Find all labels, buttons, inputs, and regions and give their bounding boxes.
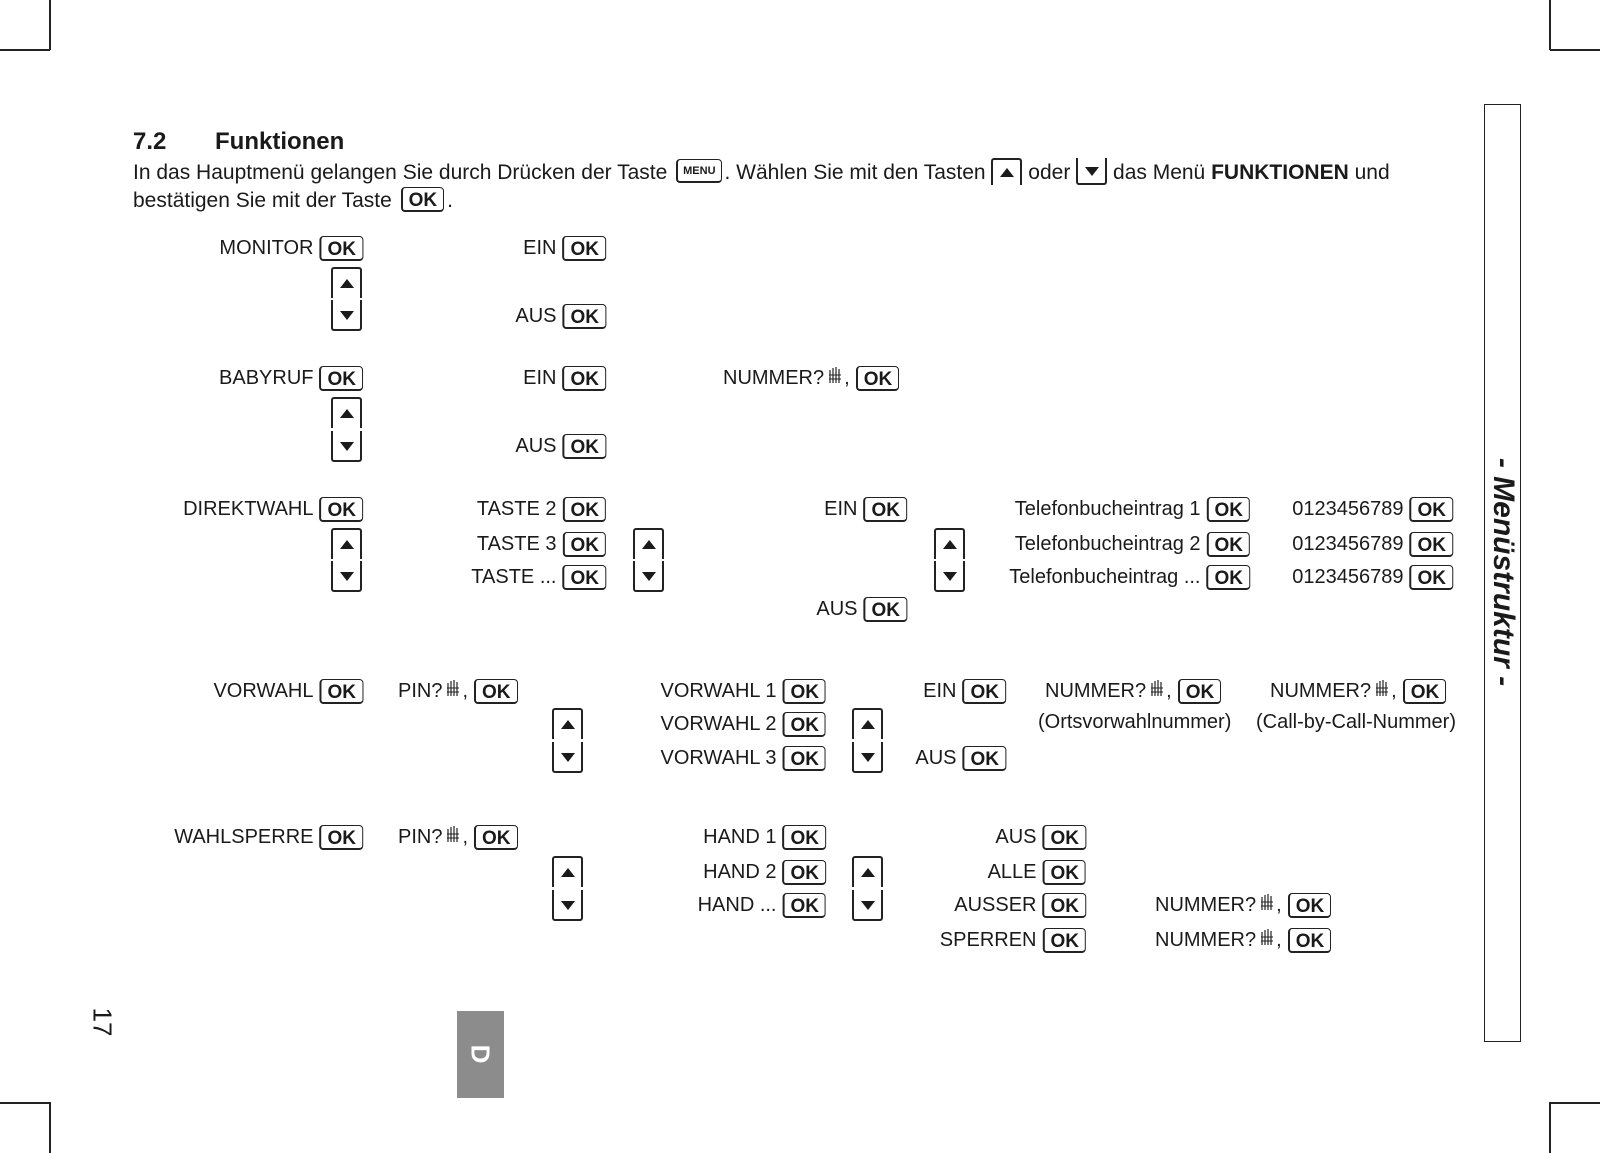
arrow-down-key-icon [331, 300, 362, 331]
crop-mark [49, 0, 51, 50]
ok-key: OK [856, 366, 900, 391]
ok-key: OK [401, 187, 445, 212]
keypad-icon [1374, 679, 1390, 699]
arrow-up-key-icon [852, 708, 883, 739]
crop-mark [0, 1102, 50, 1104]
option-ein: EIN OK [523, 365, 606, 391]
phonebook-entry-n: Telefonbucheintrag ... OK [1009, 564, 1250, 590]
ok-key: OK [1288, 893, 1332, 918]
arrow-up-key-icon [852, 856, 883, 887]
arrow-down-key-icon [552, 890, 583, 921]
crop-mark [1550, 1102, 1600, 1104]
intro-text: oder [1028, 161, 1071, 184]
ok-key: OK [563, 434, 607, 459]
arrow-up-key-icon [552, 708, 583, 739]
ok-key: OK [1043, 825, 1087, 850]
arrow-up-key-icon [991, 158, 1022, 185]
ok-key: OK [320, 366, 364, 391]
ok-key: OK [1410, 497, 1454, 522]
ok-key: OK [474, 679, 518, 704]
pin-prompt: PIN? , OK [398, 678, 518, 704]
menu-direktwahl: DIREKTWAHL OK [183, 496, 363, 522]
ok-key: OK [783, 746, 827, 771]
option-hand-1: HAND 1 OK [703, 824, 826, 850]
option-hand-n: HAND ... OK [698, 892, 826, 918]
section-title: Funktionen [215, 128, 345, 155]
keypad-icon [1259, 893, 1275, 913]
option-ein: EIN OK [523, 235, 606, 261]
crop-mark [1549, 1102, 1551, 1153]
ok-key: OK [1410, 565, 1454, 590]
option-vorwahl-2: VORWAHL 2 OK [661, 711, 826, 737]
ok-key: OK [783, 893, 827, 918]
keypad-icon [827, 366, 843, 386]
ok-key: OK [1403, 679, 1447, 704]
ok-key: OK [783, 860, 827, 885]
keypad-icon [1259, 928, 1275, 948]
arrow-up-key-icon [331, 528, 362, 559]
crop-mark [1549, 0, 1551, 50]
page-number: 17 [87, 1007, 118, 1037]
option-aus: AUS OK [515, 433, 606, 459]
ok-key: OK [563, 565, 607, 590]
ok-key: OK [1043, 860, 1087, 885]
menu-babyruf: BABYRUF OK [219, 365, 363, 391]
crop-mark [0, 49, 50, 51]
ok-key: OK [563, 532, 607, 557]
sidebar-title: - Menüstruktur - [1487, 457, 1520, 687]
ok-key: OK [320, 825, 364, 850]
ok-key: OK [783, 825, 827, 850]
ok-key: OK [563, 236, 607, 261]
option-aus: AUS OK [816, 596, 907, 622]
arrow-down-key-icon [633, 561, 664, 592]
arrow-down-key-icon [331, 561, 362, 592]
phonebook-entry-2: Telefonbucheintrag 2 OK [1015, 531, 1250, 557]
ok-key: OK [1410, 532, 1454, 557]
pin-prompt: PIN? , OK [398, 824, 518, 850]
intro-text: das Menü [1113, 161, 1206, 184]
language-tab-label: D [465, 1044, 496, 1064]
keypad-icon [1149, 679, 1165, 699]
ok-key: OK [563, 304, 607, 329]
ok-key: OK [1178, 679, 1222, 704]
option-vorwahl-1: VORWAHL 1 OK [661, 678, 826, 704]
ok-key: OK [1207, 497, 1251, 522]
ok-key: OK [1288, 928, 1332, 953]
option-taste-3: TASTE 3 OK [477, 531, 606, 557]
menu-vorwahl: VORWAHL OK [213, 678, 363, 704]
menu-key: MENU [676, 159, 721, 183]
intro-paragraph [133, 159, 1463, 214]
option-sperren: SPERREN OK [940, 927, 1086, 953]
crop-mark [49, 1102, 51, 1153]
arrow-down-key-icon [852, 742, 883, 773]
arrow-up-key-icon [331, 267, 362, 298]
option-aus: AUS OK [995, 824, 1086, 850]
menu-name: FUNKTIONEN [1211, 161, 1349, 184]
section-heading [133, 128, 344, 156]
ok-key: OK [1043, 928, 1087, 953]
intro-text: und bestätigen Sie mit der Taste [133, 161, 1390, 212]
phone-number: 0123456789 OK [1292, 564, 1453, 590]
intro-text: . Wählen Sie mit den Tasten [724, 161, 986, 184]
phonebook-entry-1: Telefonbucheintrag 1 OK [1015, 496, 1250, 522]
ok-key: OK [320, 236, 364, 261]
option-ein: EIN OK [824, 496, 907, 522]
crop-mark [1550, 49, 1600, 51]
option-hand-2: HAND 2 OK [703, 859, 826, 885]
phone-number: 0123456789 OK [1292, 496, 1453, 522]
intro-text: In das Hauptmenü gelangen Sie durch Drücken der Taste [133, 161, 668, 184]
arrow-down-key-icon [852, 890, 883, 921]
arrow-down-key-icon [1076, 158, 1107, 185]
intro-text: . [447, 188, 453, 212]
arrow-down-key-icon [331, 431, 362, 462]
option-taste-2: TASTE 2 OK [477, 496, 606, 522]
nummer-prompt: NUMMER? , OK [1270, 678, 1446, 704]
ok-key: OK [783, 679, 827, 704]
ok-key: OK [1207, 565, 1251, 590]
option-alle: ALLE OK [988, 859, 1086, 885]
arrow-up-key-icon [552, 856, 583, 887]
nummer-prompt: NUMMER? , OK [1155, 927, 1331, 953]
arrow-up-key-icon [633, 528, 664, 559]
ok-key: OK [474, 825, 518, 850]
arrow-up-key-icon [934, 528, 965, 559]
ok-key: OK [963, 746, 1007, 771]
keypad-icon [445, 825, 461, 845]
ok-key: OK [320, 679, 364, 704]
option-aus: AUS OK [515, 303, 606, 329]
ok-key: OK [864, 597, 908, 622]
ok-key: OK [783, 712, 827, 737]
ok-key: OK [1207, 532, 1251, 557]
ok-key: OK [563, 497, 607, 522]
keypad-icon [445, 679, 461, 699]
phone-number: 0123456789 OK [1292, 531, 1453, 557]
menu-wahlsperre: WAHLSPERRE OK [174, 824, 363, 850]
option-ausser: AUSSER OK [954, 892, 1086, 918]
option-ein: EIN OK [923, 678, 1006, 704]
ok-key: OK [563, 366, 607, 391]
ok-key: OK [320, 497, 364, 522]
arrow-up-key-icon [331, 397, 362, 428]
section-number: 7.2 [133, 128, 167, 155]
option-vorwahl-3: VORWAHL 3 OK [661, 745, 826, 771]
ortsvorwahl-note: (Ortsvorwahlnummer) [1038, 711, 1232, 733]
arrow-down-key-icon [552, 742, 583, 773]
menu-monitor: MONITOR OK [219, 235, 363, 261]
ok-key: OK [864, 497, 908, 522]
nummer-prompt: NUMMER? , OK [723, 365, 899, 391]
call-by-call-note: (Call-by-Call-Nummer) [1256, 711, 1456, 733]
option-aus: AUS OK [915, 745, 1006, 771]
option-taste-n: TASTE ... OK [471, 564, 606, 590]
arrow-down-key-icon [934, 561, 965, 592]
ok-key: OK [1043, 893, 1087, 918]
nummer-prompt: NUMMER? , OK [1155, 892, 1331, 918]
nummer-prompt: NUMMER? , OK [1045, 678, 1221, 704]
ok-key: OK [963, 679, 1007, 704]
